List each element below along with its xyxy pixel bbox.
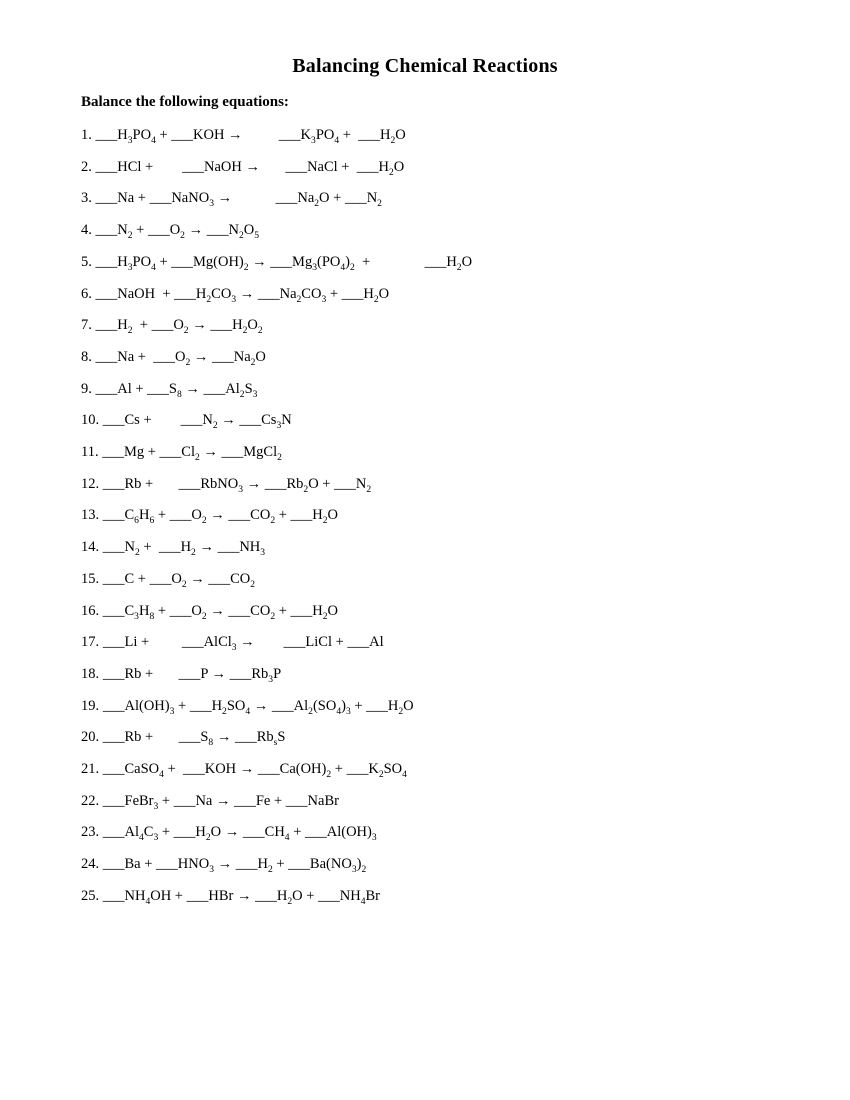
equation-line-17: 17. ___Li + ___AlCl$_3$ → ___LiCl + ___Al bbox=[81, 634, 384, 654]
equation-line-13: 13. $\_\_\_C_6H_6$ + $\_\_\_O_2$ → $\_\_\_CO_2$ + $\_\_\_H_2O$ bbox=[81, 507, 339, 527]
equation-line-11: 11. ___Mg + $\_\_\_Cl_2$ → ___MgCl$_2$ bbox=[81, 444, 282, 463]
equation-line-6: 6. ___NaOH + $\_\_\_H_2CO_3$ → $\_\_\_Na_2CO_3$ + $\_\_\_H_2O$ bbox=[81, 285, 390, 305]
equation-line-19: 19. $\_\_\_Al(OH)_3$ + $\_\_\_H_2SO_4$ → $\_\_\_Al_2(SO_4)_3$ + $\_\_\_H_2O$ bbox=[81, 697, 414, 717]
equation-line-3: 3. ___Na + ___NaNO$_3$ → $\_\_\_Na_2O$ + $\_\_\_N_2$ bbox=[81, 190, 382, 210]
equation-line-16: 16. $\_\_\_C_3H_8$ + $\_\_\_O_2$ → $\_\_\_CO_2$ + $\_\_\_H_2O$ bbox=[81, 602, 339, 622]
equation-line-4: 4. $\_\_\_N_2$ + $\_\_\_O_2$ → $\_\_\_N_2O_5$ bbox=[81, 222, 259, 241]
equation-line-10: 10. ___Cs + $\_\_\_N_2$ → $\_\_\_Cs_3N$ bbox=[81, 412, 292, 432]
equation-line-20: 20. ___Rb + $\_\_\_S_8$ → $\_\_\_Rb_sS$ bbox=[81, 729, 286, 749]
equation-line-2: 2. ___HCl + ___NaOH → ___NaCl + $\_\_\_H_2O$ bbox=[81, 158, 405, 178]
instruction-heading: Balance the following equations: bbox=[81, 94, 289, 110]
equation-line-9: 9. ___Al + $\_\_\_S_8$ → $\_\_\_Al_2S_3$ bbox=[81, 380, 258, 400]
equation-line-15: 15. ___C + $\_\_\_O_2$ → $\_\_\_CO_2$ bbox=[81, 570, 256, 590]
equation-line-8: 8. ___Na + $\_\_\_O_2$ → $\_\_\_Na_2O$ bbox=[81, 348, 266, 368]
equation-line-21: 21. ___CaSO$_4$ + ___KOH → $\_\_\_Ca(OH)_2$ + $\_\_\_K_2SO_4$ bbox=[81, 761, 407, 780]
equation-line-25: 25. $\_\_\_NH_4OH$ + ___HBr → $\_\_\_H_2O$ + $\_\_\_NH_4Br$ bbox=[81, 887, 380, 907]
equation-line-12: 12. ___Rb + ___RbNO$_3$ → $\_\_\_Rb_2O$ + $\_\_\_N_2$ bbox=[81, 475, 372, 495]
equation-list bbox=[81, 120, 820, 913]
equation-line-18: 18. ___Rb + ___P → $\_\_\_Rb_3P$ bbox=[81, 665, 282, 685]
worksheet-title: Balancing Chemical Reactions bbox=[292, 55, 558, 77]
equation-line-22: 22. ___FeBr$_3$ + ___Na → ___Fe + ___NaBr bbox=[81, 792, 339, 812]
equation-line-7: 7. $\_\_\_H_2$ + $\_\_\_O_2$ → $\_\_\_H_2O_2$ bbox=[81, 317, 263, 337]
equation-line-24: 24. ___Ba + $\_\_\_HNO_3$ → $\_\_\_H_2$ + $\_\_\_Ba(NO_3)_2$ bbox=[81, 856, 367, 876]
equation-line-5: 5. $\_\_\_H_3PO_4$ + $\_\_\_Mg(OH)_2$ → $\_\_\_Mg_3(PO_4)_2$ + $\_\_\_H_2O$ bbox=[81, 253, 473, 273]
equation-line-23: 23. $\_\_\_Al_4C_3$ + $\_\_\_H_2O$ → $\_\_\_CH_4$ + $\_\_\_Al(OH)_3$ bbox=[81, 824, 377, 844]
equation-line-14: 14. $\_\_\_N_2$ + $\_\_\_H_2$ → $\_\_\_NH_3$ bbox=[81, 539, 266, 559]
equation-line-1: 1. $\_\_\_H_3PO_4$ + ___KOH → $\_\_\_K_3PO_4$ + $\_\_\_H_2O$ bbox=[81, 127, 406, 146]
